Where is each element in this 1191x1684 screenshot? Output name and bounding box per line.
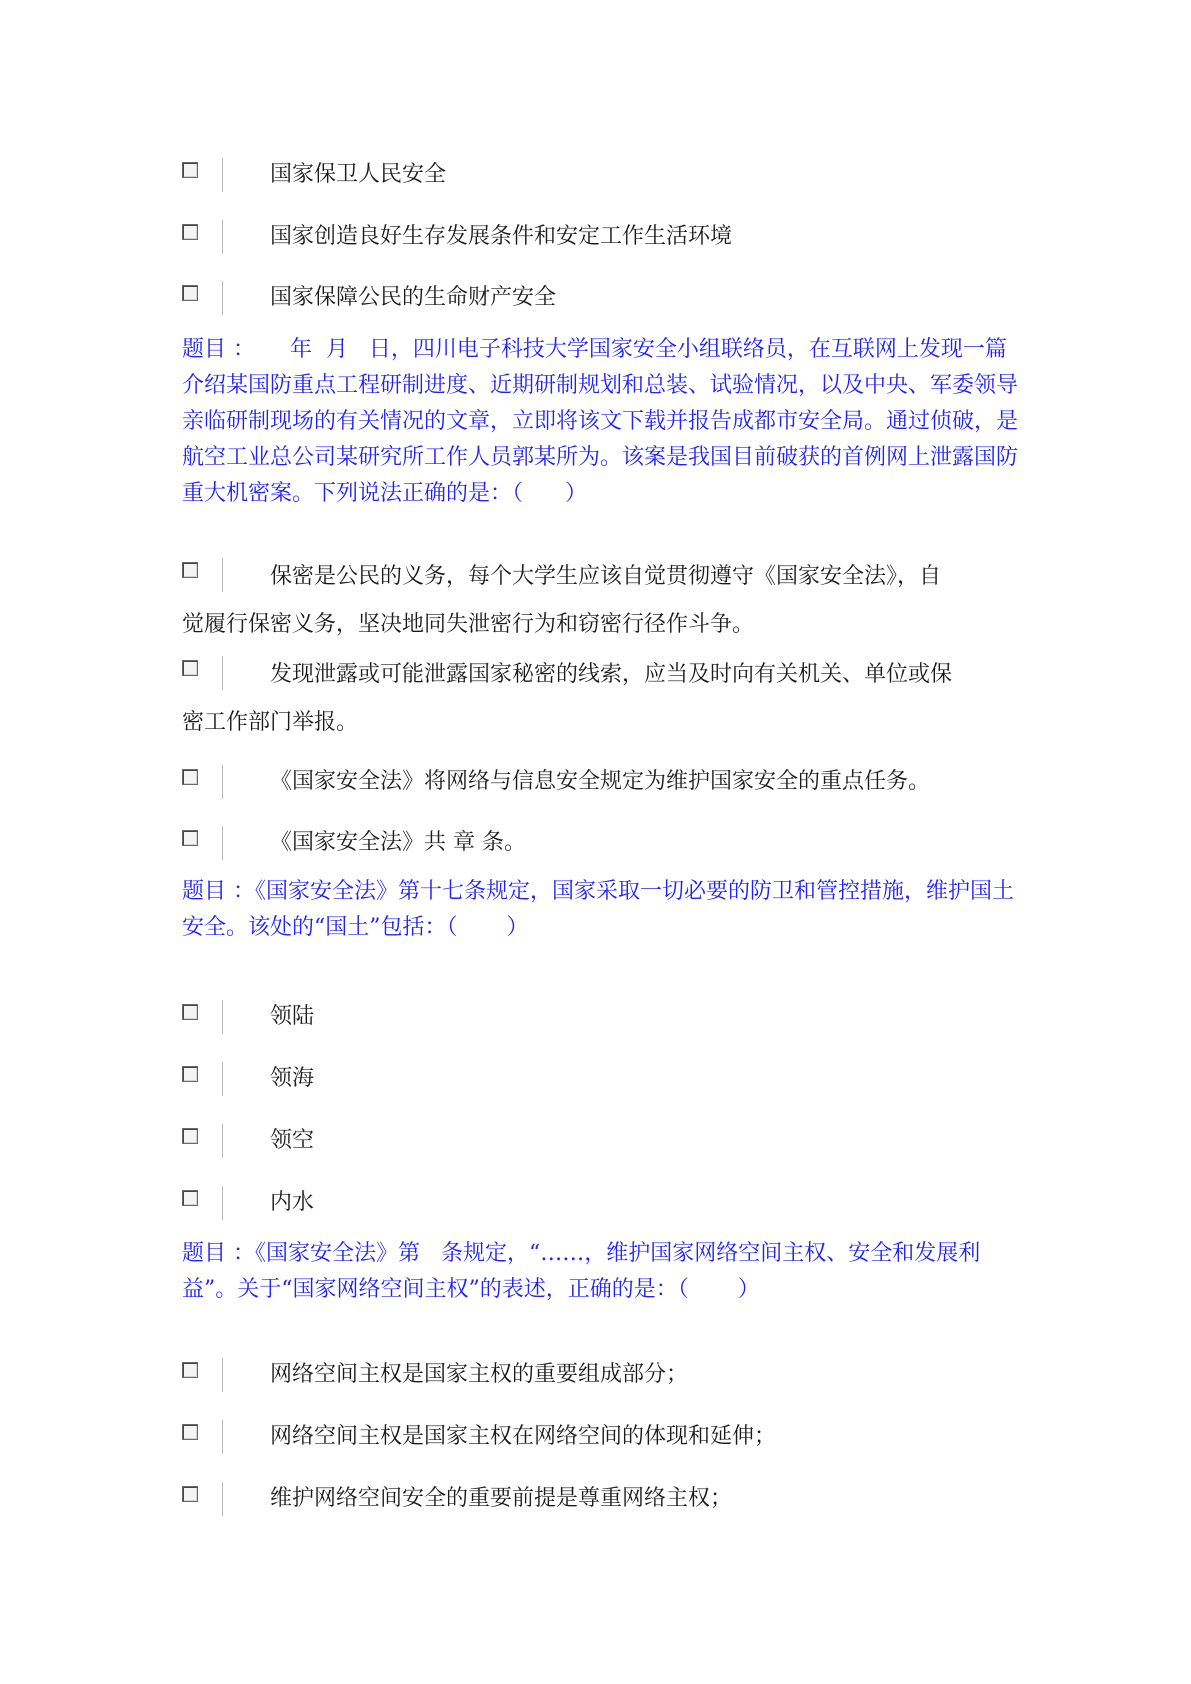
divider [222,1124,223,1158]
divider [222,220,223,254]
checkbox[interactable] [182,562,198,578]
question-prompt: 题目 ：《国家安全法》第 条规定，“……，维护国家网络空间主权、安全和发展利益”。关于“国家网络空间主权”的表述，正确的是：（ ） [182,1241,981,1302]
divider [222,656,223,690]
checkbox[interactable] [182,830,198,846]
option-label: 领海 [270,1066,315,1091]
divider [222,558,223,592]
option-row [182,562,1012,640]
divider [222,765,223,799]
option-label: 网络空间主权是国家主权在网络空间的体现和延伸； [270,1424,777,1449]
option-label-continued: 觉履行保密义务，坚决地同失泄密行为和窃密行径作斗争。 [182,612,755,637]
divider [222,281,223,315]
checkbox[interactable] [182,660,198,676]
option-label: 领空 [270,1128,315,1153]
divider [222,1420,223,1454]
option-label: 国家保卫人民安全 [270,162,447,187]
option-label: 国家保障公民的生命财产安全 [270,285,557,310]
divider [222,158,223,192]
question-prompt: 题目 ：《国家安全法》第十七条规定，国家采取一切必要的防卫和管控措施，维护国土安全。该处的“国土”包括：（ ） [182,879,1014,940]
option-label: 网络空间主权是国家主权的重要组成部分； [270,1362,689,1387]
option-label: 国家创造良好生存发展条件和安定工作生活环境 [270,224,733,249]
checkbox[interactable] [182,1362,198,1378]
checkbox[interactable] [182,1424,198,1440]
option-label: 《国家安全法》将网络与信息安全规定为维护国家安全的重点任务。 [270,769,931,794]
question-prompt: 题目 ： 年 月 日，四川电子科技大学国家安全小组联络员，在互联网上发现一篇介绍某国防重点工程研制进度、近期研制规划和总装、试验情况，以及中央、军委领导亲临研制现场的有关情况的文章，立即将该文下载并报告成都市安全局。通过侦破，是航空工业总公司某研究所工作人员郭某所为。该案是我国目前破获的首例网上泄露国防重大机密案。下列说法正确的是：（ ） [182,337,1019,506]
option-label: 《国家安全法》共 章 条。 [270,830,526,855]
option-label: 维护网络空间安全的重要前提是尊重网络主权； [270,1486,733,1511]
option-label: 领陆 [270,1004,315,1029]
divider [222,1000,223,1034]
checkbox[interactable] [182,224,198,240]
checkbox[interactable] [182,1190,198,1206]
option-row [182,660,1012,738]
checkbox[interactable] [182,769,198,785]
option-label-continued: 密工作部门举报。 [182,710,359,735]
divider [222,826,223,860]
option-label: 发现泄露或可能泄露国家秘密的线索，应当及时向有关机关、单位或保 [270,662,953,687]
checkbox[interactable] [182,1066,198,1082]
divider [222,1062,223,1096]
divider [222,1482,223,1516]
checkbox[interactable] [182,1004,198,1020]
divider [222,1186,223,1220]
checkbox[interactable] [182,162,198,178]
checkbox[interactable] [182,1486,198,1502]
checkbox[interactable] [182,1128,198,1144]
option-label: 保密是公民的义务，每个大学生应该自觉贯彻遵守《国家安全法》，自 [270,564,942,589]
option-label: 内水 [270,1190,315,1215]
checkbox[interactable] [182,285,198,301]
divider [222,1358,223,1392]
